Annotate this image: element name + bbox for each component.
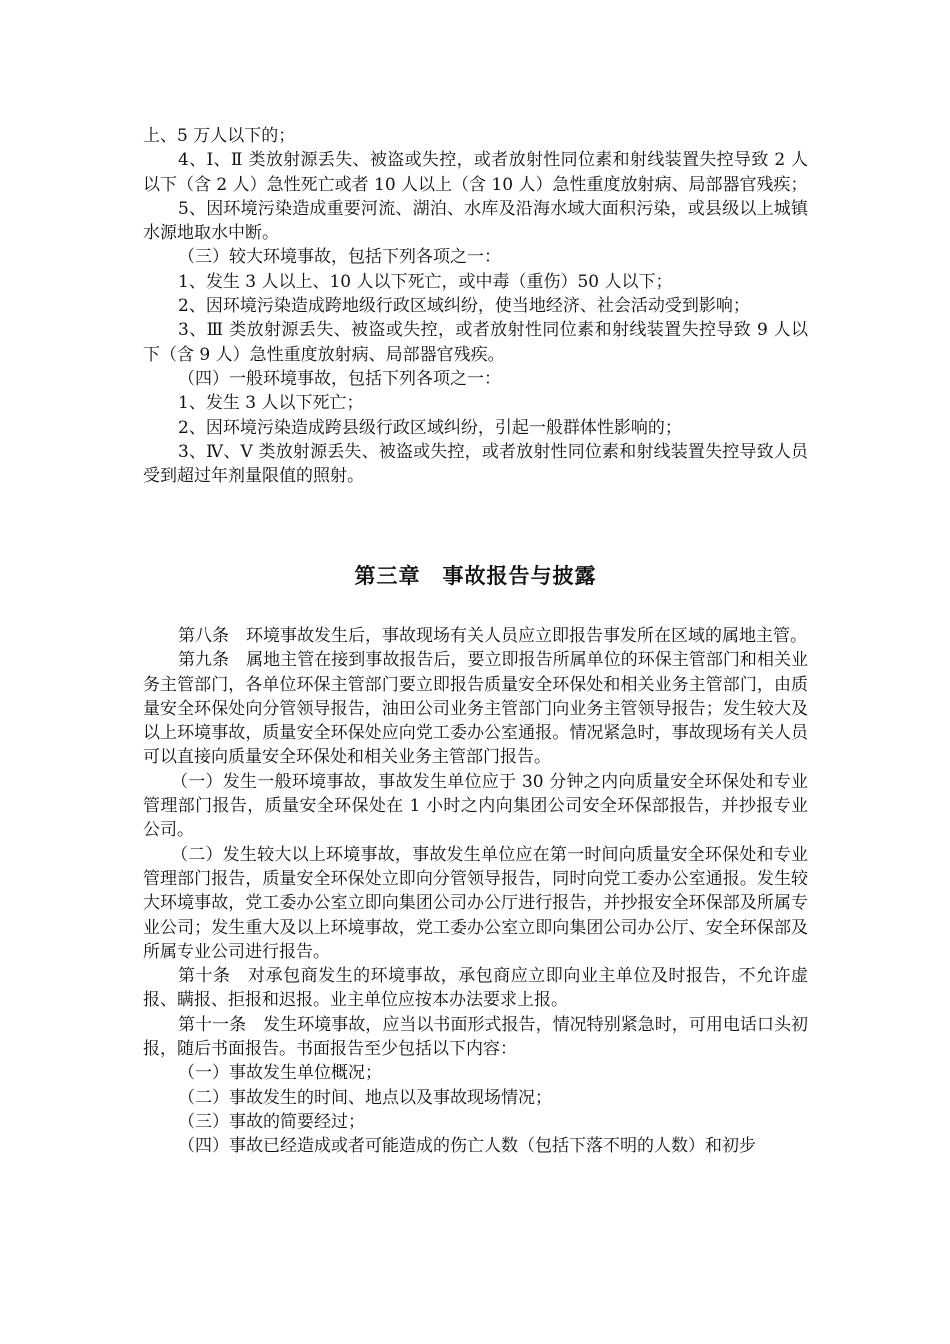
paragraph-item-2: 2、因环境污染造成跨县级行政区域纠纷，引起一般群体性影响的； xyxy=(178,417,682,438)
report-content-item-3: （三）事故的简要经过； xyxy=(178,1111,365,1132)
paragraph-heading-larger-accident: （三）较大环境事故，包括下列各项之一： xyxy=(178,247,501,268)
report-content-item-1: （一）事故发生单位概况； xyxy=(178,1063,382,1084)
report-content-item-2: （二）事故发生的时间、地点以及事故现场情况； xyxy=(178,1087,552,1108)
paragraph-continuation: 上、5 万人以下的； xyxy=(143,126,296,146)
section-accident-reporting xyxy=(143,624,808,1159)
clause-2: （二）发生较大以上环境事故，事故发生单位应在第一时间向质量安全环保处和专业管理部门报告，质量安全环保处立即向分管领导报告，同时向党工委办公室通报。发生较大环境事故，党工委办公室立即向集团公司办公厅进行报告，并抄报安全环保部及所属专业公司；发生重大及以上环境事故，党工委办公室立即向集团公司办公厅、安全环保部及所属专业公司进行报告。 xyxy=(143,844,808,962)
paragraph-item-5: 5、因环境污染造成重要河流、湖泊、水库及沿海水域大面积污染，或县级以上城镇水源地取水中断。 xyxy=(143,198,808,244)
paragraph-item-3: 3、Ⅳ、Ⅴ 类放射源丢失、被盗或失控，或者放射性同位素和射线装置失控导致人员受到超过年剂量限值的照射。 xyxy=(143,441,808,487)
paragraph-item-1: 1、发生 3 人以下死亡； xyxy=(178,393,364,414)
article-9: 第九条 属地主管在接到事故报告后，要立即报告所属单位的环保主管部门和相关业务主管部门，各单位环保主管部门要立即报告质量安全环保处和相关业务主管部门，由质量安全环保处向分管领导报告，油田公司业务主管部门向业务主管领导报告；发生较大及以上环境事故，质量安全环保处应向党工委办公室通报。情况紧急时，事故现场有关人员可以直接向质量安全环保处和相关业务主管部门报告。 xyxy=(143,650,808,768)
paragraph-item-1: 1、发生 3 人以上、10 人以下死亡，或中毒（重伤）50 人以下； xyxy=(178,271,673,292)
paragraph-item-2: 2、因环境污染造成跨地级行政区域纠纷，使当地经济、社会活动受到影响； xyxy=(178,296,750,317)
report-content-item-4: （四）事故已经造成或者可能造成的伤亡人数（包括下落不明的人数）和初步 xyxy=(178,1136,756,1157)
paragraph-item-3: 3、Ⅲ 类放射源丢失、被盗或失控，或者放射性同位素和射线装置失控导致 9 人以下（含 9 人）急性重度放射病、局部器官残疾。 xyxy=(143,320,808,365)
article-10: 第十条 对承包商发生的环境事故，承包商应立即向业主单位及时报告，不允许虚报、瞒报、拒报和迟报。业主单位应按本办法要求上报。 xyxy=(143,966,808,1011)
paragraph-item-4: 4、Ⅰ、Ⅱ 类放射源丢失、被盗或失控，或者放射性同位素和射线装置失控导致 2 人以下（含 2 人）急性死亡或者 10 人以上（含 10 人）急性重度放射病、局部器官残疾； xyxy=(143,150,808,195)
clause-1: （一）发生一般环境事故，事故发生单位应于 30 分钟之内向质量安全环保处和专业管理部门报告，质量安全环保处在 1 小时之内向集团公司安全环保部报告，并抄报专业公司。 xyxy=(143,771,808,841)
article-11: 第十一条 发生环境事故，应当以书面形式报告，情况特别紧急时，可用电话口头初报，随后书面报告。书面报告至少包括以下内容： xyxy=(143,1014,808,1060)
article-8: 第八条 环境事故发生后，事故现场有关人员应立即报告事发所在区域的属地主管。 xyxy=(178,626,807,646)
paragraph-heading-general-accident: （四）一般环境事故，包括下列各项之一： xyxy=(178,368,501,389)
chapter-title: 第三章 事故报告与披露 xyxy=(354,564,597,588)
section-environmental-accident-levels xyxy=(143,124,808,488)
